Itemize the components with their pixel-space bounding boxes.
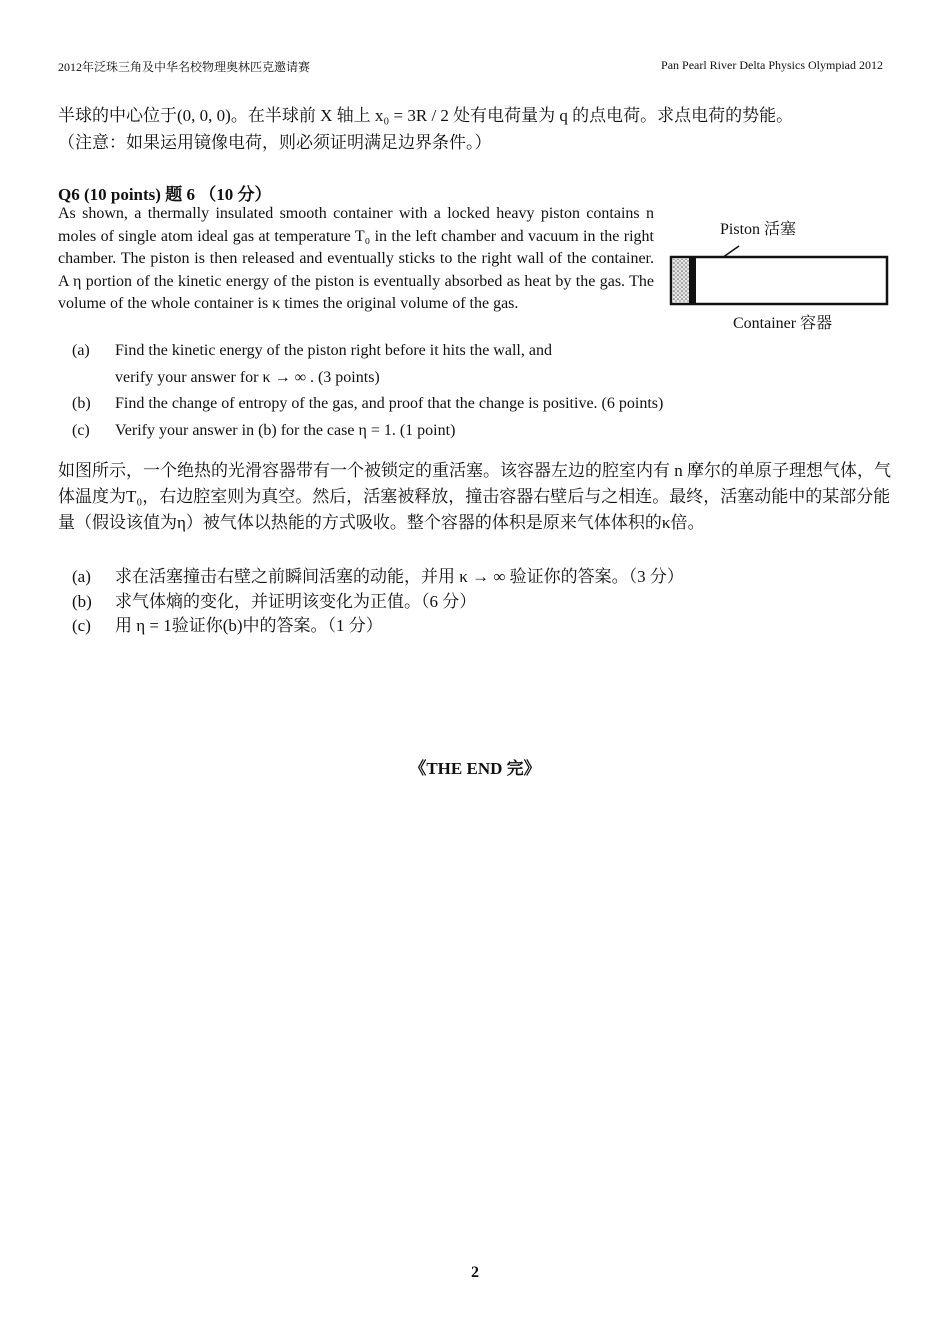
piston [689, 258, 696, 303]
header-right-title: Pan Pearl River Delta Physics Olympiad 2012 [661, 58, 883, 72]
part-label: (c) [72, 421, 90, 439]
piston-container-diagram [665, 210, 895, 340]
q6-title: Q6 (10 points) 题 6 （10 分） [58, 185, 272, 204]
part-text: 求在活塞撞击右壁之前瞬间活塞的动能，并用 κ → ∞ 验证你的答案。（3 分） [115, 567, 684, 586]
container-outline [671, 257, 887, 304]
container-label: Container 容器 [733, 315, 833, 332]
part-text: Verify your answer in (b) for the case η = 1. (1 point) [115, 421, 456, 439]
part-a-cn [58, 565, 898, 590]
diagram-svg [665, 210, 895, 340]
page-number: 2 [471, 1264, 479, 1281]
part-label: (a) [72, 567, 91, 586]
q6-english-parts [58, 338, 898, 444]
q6-chinese-text: 如图所示，一个绝热的光滑容器带有一个被锁定的重活塞。该容器左边的腔室内有 n 摩尔的单原子理想气体，气体温度为T₀，右边腔室则为真空。然后，活塞被释放，撞击容器右壁后与之相连。最终，活塞动能中的某部分能量（假设该值为η）被气体以热能的方式吸收。整个容器的体积是原来气体体积的κ倍。 [58, 461, 891, 532]
the-end-marker: 《THE END 完》 [409, 759, 541, 778]
part-a-en [58, 338, 898, 365]
part-c-en [58, 418, 898, 445]
gas-chamber [673, 259, 689, 302]
part-text: Find the kinetic energy of the piston right before it hits the wall, and [115, 342, 552, 359]
part-text: 求气体熵的变化，并证明该变化为正值。（6 分） [115, 591, 477, 611]
part-label: (b) [72, 591, 92, 611]
q6-chinese-parts [58, 565, 898, 639]
part-a-en-continuation: verify your answer for κ → ∞ . (3 points) [115, 368, 380, 386]
q6-english-text: As shown, a thermally insulated smooth container with a locked heavy piston contains n moles of single atom ideal gas at temperature T₀ in the left chamber and vacuum in the right chamber. The piston is then released and eventually sticks to the right wall of the container. A η portion of the kinetic energy of the piston is eventually absorbed as heat by the gas. The volume of the whole container is κ times the original volume of the gas. [58, 205, 654, 313]
part-label: (c) [72, 616, 91, 635]
part-label: (a) [72, 342, 90, 359]
part-text: Find the change of entropy of the gas, and proof that the change is positive. (6 points) [115, 395, 664, 412]
piston-label: Piston 活塞 [720, 221, 797, 238]
part-label: (b) [72, 395, 91, 412]
prev-question-line1: 半球的中心位于(0, 0, 0)。在半球前 X 轴上 x₀ = 3R / 2 处有电荷量为 q 的点电荷。求点电荷的势能。 [58, 106, 794, 125]
prev-question-line2: （注意：如果运用镜像电荷，则必须证明满足边界条件。） [58, 133, 492, 152]
header-left-title: 2012年泛珠三角及中华名校物理奥林匹克邀请赛 [58, 60, 311, 74]
part-b-en [58, 391, 898, 418]
part-c-cn [58, 614, 898, 639]
part-b-cn [58, 590, 898, 615]
part-text: 用 η = 1验证你(b)中的答案。（1 分） [115, 616, 383, 635]
